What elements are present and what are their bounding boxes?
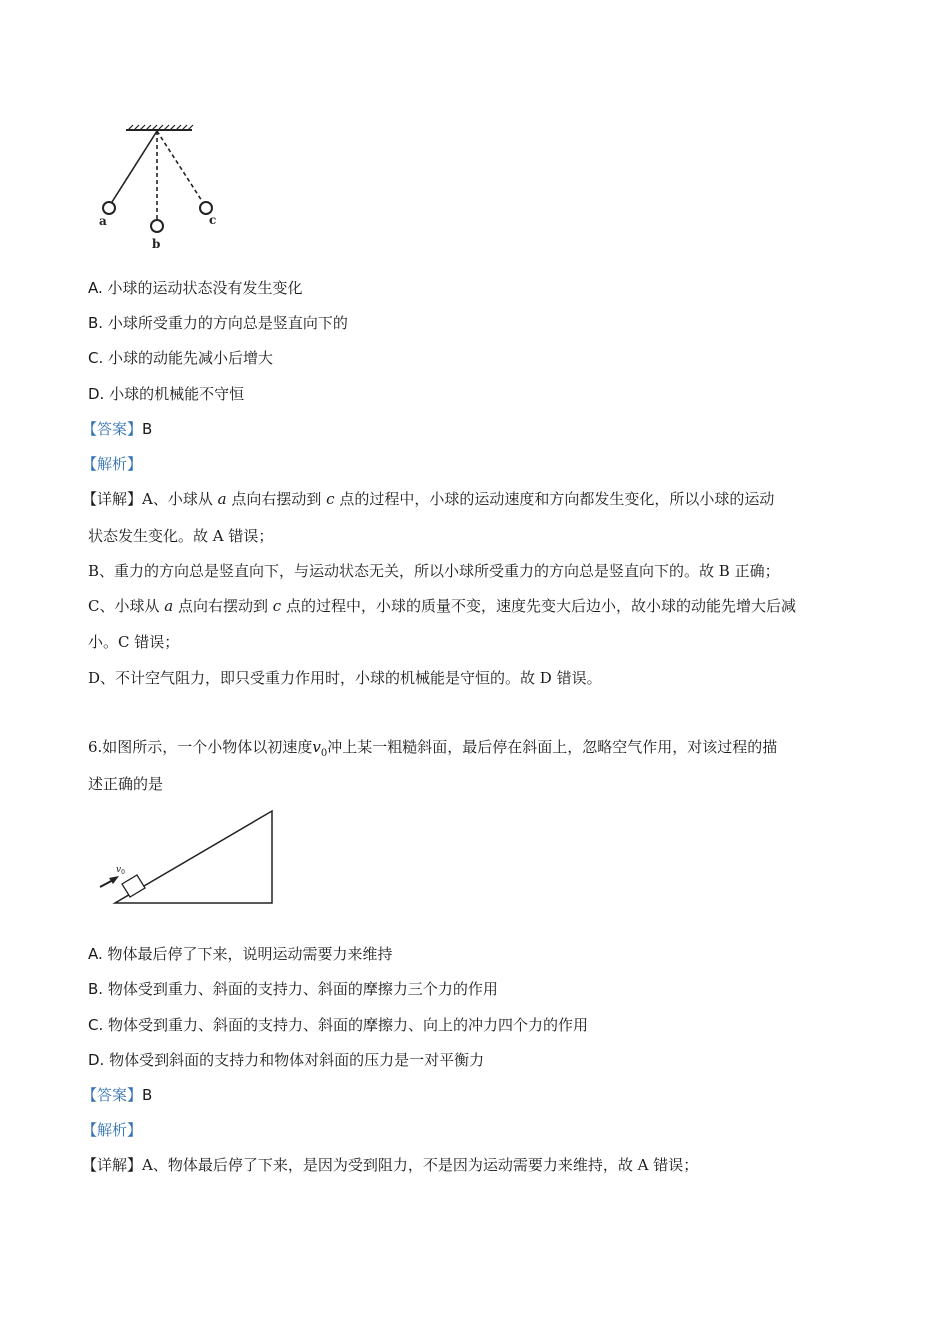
q6-option-d [88, 1050, 484, 1070]
string-c [157, 131, 202, 201]
detail-tag: 【详解】 [82, 490, 143, 508]
option-letter: A. [88, 945, 103, 963]
q5-answer [82, 419, 152, 439]
q5-option-d [88, 384, 244, 404]
detail-text: 点向右摆动到 [231, 490, 322, 508]
option-letter: D. [88, 385, 105, 403]
detail-text: 点的过程中，小球的质量不变，速度先变大后边小，故小球的动能先增大后减 [285, 597, 796, 615]
detail-text: 点的过程中，小球的运动速度和方向都发生变化，所以小球的运动 [339, 490, 775, 508]
detail-text: A、物体最后停了下来，是因为受到阻力，不是因为运动需要力来维持，故 A 错误； [142, 1156, 699, 1174]
label-c: c [209, 213, 217, 227]
string-a [112, 131, 157, 202]
q5-analysis-tag: 【解析】 [82, 455, 143, 473]
q5-detail-a-line1 [82, 489, 774, 509]
q6-answer [82, 1085, 152, 1105]
detail-text: A、小球从 [142, 490, 213, 508]
q6-option-c [88, 1015, 588, 1035]
option-letter: C. [88, 349, 104, 367]
answer-tag: 【答案】 [82, 420, 143, 438]
option-text: 小球的运动状态没有发生变化 [107, 279, 303, 297]
incline-figure [95, 805, 280, 910]
q5-option-a [88, 278, 303, 298]
option-text: 小球的动能先减小后增大 [108, 349, 274, 367]
option-letter: B. [88, 314, 104, 332]
label-a: a [99, 214, 107, 228]
option-letter: C. [88, 1016, 104, 1034]
option-letter: A. [88, 279, 103, 297]
answer-tag: 【答案】 [82, 1086, 143, 1104]
answer-value: B [142, 1086, 153, 1104]
var-a: a [217, 490, 227, 508]
option-text: 小球的机械能不守恒 [109, 385, 245, 403]
stem-text: 6.如图所示，一个小物体以初速度 [88, 738, 313, 756]
option-text: 物体受到重力、斜面的支持力、斜面的摩擦力、向上的冲力四个力的作用 [108, 1016, 589, 1034]
q5-detail-b: B、重力的方向总是竖直向下，与运动状态无关，所以小球所受重力的方向总是竖直向下的。故 B 正确； [88, 562, 780, 580]
q5-detail-c-line2: 小。C 错误； [88, 633, 180, 651]
option-text: 小球所受重力的方向总是竖直向下的 [107, 314, 348, 332]
var-c: c [272, 597, 282, 615]
option-text: 物体最后停了下来，说明运动需要力来维持 [107, 945, 393, 963]
var-subscript: 0 [320, 748, 328, 759]
answer-value: B [142, 420, 153, 438]
var-v: v [312, 738, 321, 756]
q5-detail-a-line2: 状态发生变化。故 A 错误； [88, 527, 274, 545]
q5-option-b [88, 313, 348, 333]
option-text: 物体受到斜面的支持力和物体对斜面的压力是一对平衡力 [109, 1051, 485, 1069]
q6-detail-a [82, 1155, 698, 1175]
q6-stem-line2: 述正确的是 [88, 775, 164, 793]
q6-option-a [88, 944, 393, 964]
stem-text: 冲上某一粗糙斜面，最后停在斜面上，忽略空气作用，对该过程的描 [327, 738, 778, 756]
q6-stem-line1 [88, 737, 777, 764]
label-b: b [152, 237, 161, 251]
q5-detail-d: D、不计空气阻力，即只受重力作用时，小球的机械能是守恒的。故 D 错误。 [88, 669, 602, 687]
option-letter: D. [88, 1051, 105, 1069]
var-a: a [164, 597, 174, 615]
option-text: 物体受到重力、斜面的支持力、斜面的摩擦力三个力的作用 [107, 980, 498, 998]
detail-text: C、小球从 [88, 597, 160, 615]
q6-analysis-tag: 【解析】 [82, 1121, 143, 1139]
var-c: c [326, 490, 335, 508]
q5-option-c [88, 348, 273, 368]
ball-a [103, 202, 115, 214]
q6-option-b [88, 979, 498, 999]
detail-tag: 【详解】 [82, 1156, 143, 1174]
ceiling-hatch [126, 125, 193, 130]
velocity-arrow-head [109, 876, 119, 884]
ball-b [151, 220, 163, 232]
pendulum-figure [90, 120, 240, 255]
small-block [122, 875, 145, 897]
detail-text: 点向右摆动到 [178, 597, 269, 615]
v-label: $v_0$ [116, 865, 125, 876]
option-letter: B. [88, 980, 104, 998]
q5-detail-c-line1 [88, 596, 796, 616]
